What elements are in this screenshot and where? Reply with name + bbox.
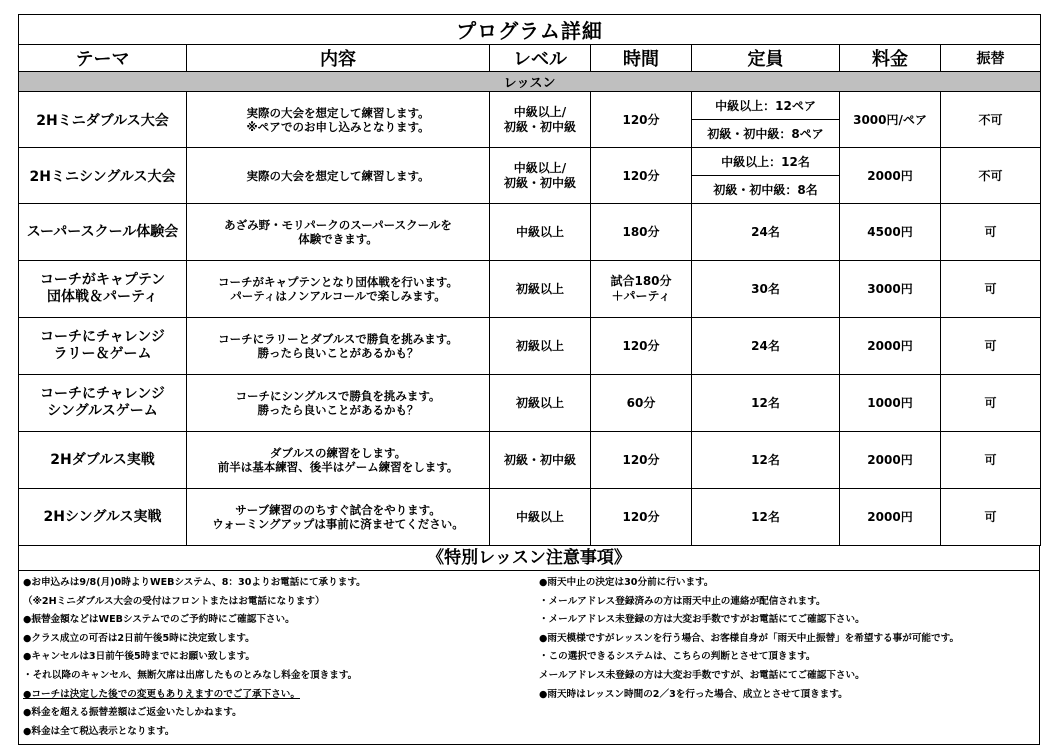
time-cell: 120分 xyxy=(591,148,692,204)
note-line: ●雨天模様ですがレッスンを行う場合、お客様自身が「雨天中止振替」を希望する事が可能です。 xyxy=(539,632,960,644)
theme-cell: 2Hミニシングルス大会 xyxy=(19,148,187,204)
content-cell: コーチがキャプテンとなり団体戦を行います。 パーティはノンアルコールで楽しみます。 xyxy=(187,261,490,318)
transfer-cell: 可 xyxy=(941,375,1041,432)
fee-cell: 3000円 xyxy=(840,261,941,318)
level-cell: 中級以上 xyxy=(490,489,591,546)
note-line: ●お申込みは9/8(月)0時よりWEBシステム、8：30よりお電話にて承ります。 xyxy=(23,577,366,588)
capacity-cell: 12名 xyxy=(692,432,840,489)
time-cell: 120分 xyxy=(591,318,692,375)
header-content: 内容 xyxy=(187,45,490,72)
fee-cell: 2000円 xyxy=(840,432,941,489)
note-line: ●クラス成立の可否は2日前午後5時に決定致します。 xyxy=(23,632,255,644)
table-row xyxy=(19,148,1041,176)
fee-cell: 3000円/ペア xyxy=(840,92,941,148)
program-sheet xyxy=(18,14,1040,736)
header-time: 時間 xyxy=(591,45,692,72)
capacity-cell: 初級・初中級：8ペア xyxy=(692,120,840,148)
note-line: ●雨天時はレッスン時間の2／3を行った場合、成立とさせて頂きます。 xyxy=(539,688,848,700)
note-line: ●コーチは決定した後での変更もありえますのでご了承下さい。 xyxy=(23,688,300,700)
notes-right-column xyxy=(539,574,959,704)
notes-title: 《特別レッスン注意事項》 xyxy=(19,546,1039,571)
header-level: レベル xyxy=(490,45,591,72)
theme-cell: コーチにチャレンジ シングルスゲーム xyxy=(19,375,187,432)
time-cell: 120分 xyxy=(591,489,692,546)
level-cell: 初級以上 xyxy=(490,261,591,318)
content-cell: 実際の大会を想定して練習します。 xyxy=(187,148,490,204)
capacity-cell: 12名 xyxy=(692,489,840,546)
program-table xyxy=(18,14,1041,546)
note-line: ●キャンセルは3日前午後5時までにお願い致します。 xyxy=(23,651,256,663)
note-line: ・この選択できるシステムは、こちらの判断とさせて頂きます。 xyxy=(539,651,816,663)
header-transfer: 振替 xyxy=(941,45,1041,72)
note-line: ●振替金額などはWEBシステムでのご予約時にご確認下さい。 xyxy=(23,614,295,626)
capacity-cell: 初級・初中級：8名 xyxy=(692,176,840,204)
time-cell: 120分 xyxy=(591,432,692,489)
table-row xyxy=(19,92,1041,120)
fee-cell: 4500円 xyxy=(840,204,941,261)
theme-cell: コーチにチャレンジ ラリー＆ゲーム xyxy=(19,318,187,375)
note-line: ●料金は全て税込表示となります。 xyxy=(23,725,175,737)
note-line: ●料金を超える振替差額はご返金いたしかねます。 xyxy=(23,707,242,719)
capacity-cell: 30名 xyxy=(692,261,840,318)
capacity-cell: 中級以上：12ペア xyxy=(692,92,840,120)
content-cell: コーチにラリーとダブルスで勝負を挑みます。 勝ったら良いことがあるかも？ xyxy=(187,318,490,375)
level-cell: 初級以上 xyxy=(490,318,591,375)
fee-cell: 2000円 xyxy=(840,148,941,204)
transfer-cell: 可 xyxy=(941,318,1041,375)
content-cell: ダブルスの練習をします。 前半は基本練習、後半はゲーム練習をします。 xyxy=(187,432,490,489)
header-fee: 料金 xyxy=(840,45,941,72)
level-cell: 中級以上 xyxy=(490,204,591,261)
level-cell: 中級以上/ 初級・初中級 xyxy=(490,148,591,204)
note-line: ・メールアドレス未登録の方は大変お手数ですがお電話にてご確認下さい。 xyxy=(539,614,865,626)
note-line: メールアドレス未登録の方は大変お手数ですが、お電話にてご確認下さい。 xyxy=(539,669,865,681)
table-row xyxy=(19,375,1041,432)
theme-cell: 2Hミニダブルス大会 xyxy=(19,92,187,148)
fee-cell: 2000円 xyxy=(840,318,941,375)
content-cell: 実際の大会を想定して練習します。 ※ペアでのお申し込みとなります。 xyxy=(187,92,490,148)
content-cell: サーブ練習ののちすぐ試合をやります。 ウォーミングアップは事前に済ませてください。 xyxy=(187,489,490,546)
transfer-cell: 不可 xyxy=(941,92,1041,148)
level-cell: 中級以上/ 初級・初中級 xyxy=(490,92,591,148)
header-theme: テーマ xyxy=(19,45,187,72)
transfer-cell: 可 xyxy=(941,261,1041,318)
section-band: レッスン xyxy=(19,72,1041,92)
table-row xyxy=(19,432,1041,489)
table-row xyxy=(19,489,1041,546)
header-capacity: 定員 xyxy=(692,45,840,72)
fee-cell: 1000円 xyxy=(840,375,941,432)
capacity-cell: 中級以上：12名 xyxy=(692,148,840,176)
time-cell: 120分 xyxy=(591,92,692,148)
transfer-cell: 可 xyxy=(941,432,1041,489)
table-row xyxy=(19,261,1041,318)
capacity-cell: 12名 xyxy=(692,375,840,432)
transfer-cell: 可 xyxy=(941,489,1041,546)
fee-cell: 2000円 xyxy=(840,489,941,546)
note-line: ●雨天中止の決定は30分前に行います。 xyxy=(539,577,714,588)
content-cell: コーチにシングルスで勝負を挑みます。 勝ったら良いことがあるかも？ xyxy=(187,375,490,432)
level-cell: 初級・初中級 xyxy=(490,432,591,489)
transfer-cell: 可 xyxy=(941,204,1041,261)
time-cell: 試合180分 ＋パーティ xyxy=(591,261,692,318)
level-cell: 初級以上 xyxy=(490,375,591,432)
theme-cell: 2Hダブルス実戦 xyxy=(19,432,187,489)
content-cell: あざみ野・モリパークのスーパースクールを 体験できます。 xyxy=(187,204,490,261)
notes-left-column xyxy=(23,574,366,741)
theme-cell: スーパースクール体験会 xyxy=(19,204,187,261)
time-cell: 60分 xyxy=(591,375,692,432)
capacity-cell: 24名 xyxy=(692,318,840,375)
time-cell: 180分 xyxy=(591,204,692,261)
note-line: ・それ以降のキャンセル、無断欠席は出席したものとみなし料金を頂きます。 xyxy=(23,669,358,681)
transfer-cell: 不可 xyxy=(941,148,1041,204)
header-row xyxy=(19,45,1041,72)
table-row xyxy=(19,204,1041,261)
theme-cell: 2Hシングルス実戦 xyxy=(19,489,187,546)
note-line: （※2Hミニダブルス大会の受付はフロントまたはお電話になります） xyxy=(23,595,325,607)
table-row xyxy=(19,318,1041,375)
page-title: プログラム詳細 xyxy=(19,15,1041,45)
theme-cell: コーチがキャプテン 団体戦＆パーティ xyxy=(19,261,187,318)
note-line: ・メールアドレス登録済みの方は雨天中止の連絡が配信されます。 xyxy=(539,595,826,607)
capacity-cell: 24名 xyxy=(692,204,840,261)
notes-section xyxy=(18,546,1040,745)
